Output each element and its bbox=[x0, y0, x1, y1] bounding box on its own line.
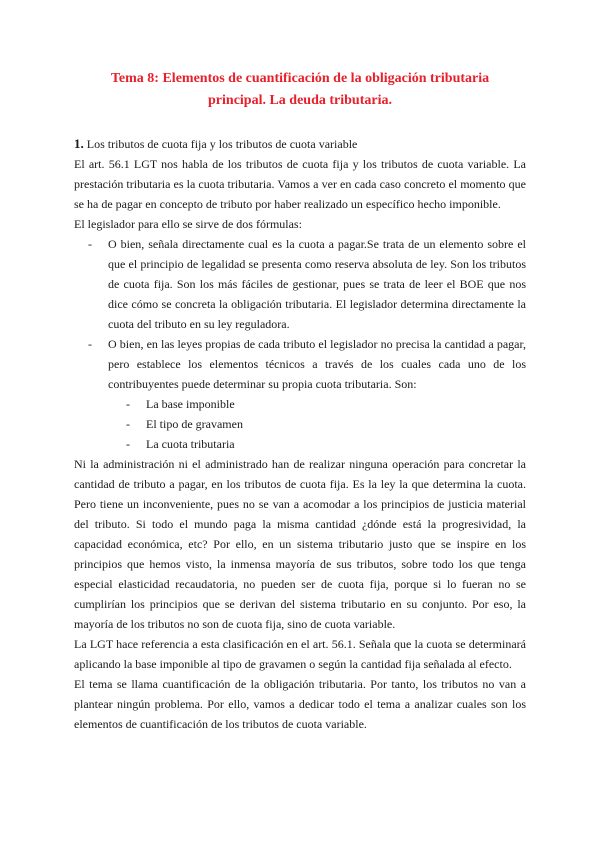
document-page bbox=[74, 68, 526, 734]
paragraph-conclusion: El tema se llama cuantificación de la obligación tributaria. Por tanto, los tributos no van a plantear ningún problema. Por ello, vamos a dedicar todo el tema a analizar cuales son los elementos de cuantificación de los tributos de cuota variable. bbox=[74, 677, 526, 731]
formula-variable-quota: O bien, en las leyes propias de cada tributo el legislador no precisa la cantidad a pagar, pero establece los elementos técnicos a través de los cuales cada uno de los contribuyentes puede determinar su propia cuota tributaria. Son: bbox=[108, 337, 526, 391]
section-heading bbox=[74, 134, 526, 154]
list-item bbox=[74, 234, 526, 334]
paragraph-lgt-reference: La LGT hace referencia a esta clasificación en el art. 56.1. Señala que la cuota se determinará aplicando la base imponible al tipo de gravamen o según la cantidad fija señalada al efecto. bbox=[74, 637, 526, 671]
section-number: 1. bbox=[74, 136, 84, 151]
section-heading-text: Los tributos de cuota fija y los tributos de cuota variable bbox=[83, 137, 358, 151]
list-item: - La cuota tributaria bbox=[108, 434, 526, 454]
paragraph-intro: El art. 56.1 LGT nos habla de los tributos de cuota fija y los tributos de cuota variable. La prestación tributaria es la cuota tributaria. Vamos a ver en cada caso concreto el momento que se ha de pagar en concepto de tributo por haber realizado un específico hecho imponible. bbox=[74, 157, 526, 211]
list-item: - La base imponible bbox=[108, 394, 526, 414]
paragraph-fixed-quota-analysis: Ni la administración ni el administrado han de realizar ninguna operación para concretar la cantidad de tributo a pagar, en los tributos de cuota fija. Es la ley la que determina la cuota. Pero tiene un inconveniente, pues no se van a acomodar a los principios de justicia material del tributo. Si todo el mundo paga la misma cantidad ¿dónde está la progresividad, la capacidad económica, etc? Por ello, en un sistema tributario justo que se inspire en los principios que hemos visto, la inmensa mayoría de sus tributos, sobre todo los que tenga especial elasticidad recaudatoria, no pueden ser de cuota fija, porque si lo fueran no se cumplirían los principios que se derivan del sistema tributario en su conjunto. Por eso, la mayoría de los tributos no son de cuota fija, sino de cuota variable. bbox=[74, 457, 526, 631]
list-item bbox=[74, 334, 526, 454]
document-title: Tema 8: Elementos de cuantificación de la obligación tributaria principal. La deuda tributaria. bbox=[110, 71, 490, 108]
elements-list bbox=[108, 394, 526, 454]
formula-fixed-quota: O bien, señala directamente cual es la cuota a pagar.Se trata de un elemento sobre el que el principio de legalidad se presenta como reserva absoluta de ley. Son los tributos de cuota fija. Son los más fáciles de gestionar, pues se trata de leer el BOE que nos dice cómo se concreta la obligación tributaria. El legislador determina directamente la cuota del tributo en su ley reguladora. bbox=[108, 237, 526, 331]
formulas-list bbox=[74, 234, 526, 454]
paragraph-formulas-intro: El legislador para ello se sirve de dos fórmulas: bbox=[74, 217, 302, 231]
list-item: - El tipo de gravamen bbox=[108, 414, 526, 434]
